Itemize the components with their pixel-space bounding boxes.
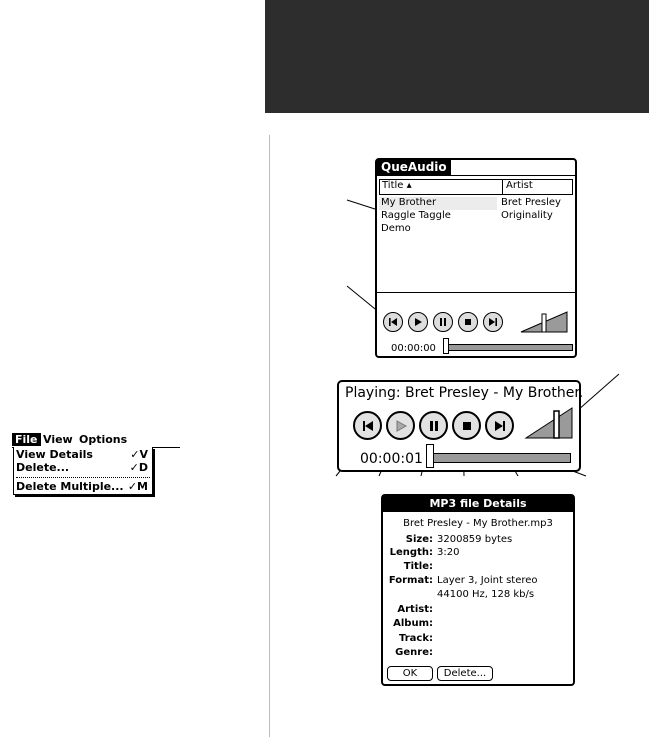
label-format: Format:: [388, 575, 433, 586]
progress-track[interactable]: [429, 453, 571, 463]
value-format-cont: 44100 Hz, 128 kb/s: [437, 589, 535, 600]
value-size: 3200859 bytes: [437, 534, 513, 545]
volume-slider[interactable]: [524, 406, 574, 440]
label-title: Title:: [403, 561, 433, 572]
label-album: Album:: [393, 618, 433, 629]
pause-button[interactable]: [419, 411, 448, 440]
shortcut-delete-multiple: ✓M: [127, 480, 148, 493]
stop-icon: [460, 419, 474, 433]
now-playing-text: Playing: Bret Presley - My Brother.: [345, 385, 584, 401]
volume-knob[interactable]: [554, 411, 559, 438]
pause-icon: [438, 317, 448, 327]
controls-divider: [377, 292, 575, 293]
play-button[interactable]: [386, 411, 415, 440]
skip-back-icon: [388, 317, 398, 327]
prev-button[interactable]: [353, 411, 382, 440]
queaudio-window: [375, 158, 577, 358]
play-button[interactable]: [408, 312, 428, 332]
track-title: Demo: [381, 223, 411, 234]
file-name: Bret Presley - My Brother.mp3: [403, 518, 553, 529]
ok-button[interactable]: OK: [387, 666, 433, 681]
label-genre: Genre:: [395, 647, 433, 658]
skip-forward-icon: [488, 317, 498, 327]
menu-view[interactable]: View: [43, 433, 73, 446]
next-button[interactable]: [485, 411, 514, 440]
track-title: Raggle Taggle: [381, 210, 451, 221]
stop-icon: [463, 317, 473, 327]
skip-back-icon: [361, 419, 375, 433]
menu-item-delete[interactable]: Delete...: [16, 461, 70, 474]
label-track: Track:: [399, 633, 433, 644]
list-header: [379, 179, 573, 195]
column-title[interactable]: Title ▴: [382, 180, 412, 191]
details-dialog: [381, 494, 575, 686]
stop-button[interactable]: [458, 312, 478, 332]
next-button[interactable]: [483, 312, 503, 332]
column-artist[interactable]: Artist: [502, 180, 533, 194]
progress-track[interactable]: [443, 344, 573, 351]
pause-icon: [427, 419, 441, 433]
label-length: Length:: [389, 547, 433, 558]
delete-button[interactable]: Delete...: [437, 666, 493, 681]
track-title: My Brother: [381, 197, 437, 208]
menu-file[interactable]: File: [12, 433, 41, 446]
volume-knob[interactable]: [542, 314, 546, 332]
menu-item-delete-multiple[interactable]: Delete Multiple...: [16, 480, 124, 493]
volume-slider[interactable]: [519, 310, 569, 334]
elapsed-time: 00:00:00: [391, 343, 436, 354]
pause-button[interactable]: [433, 312, 453, 332]
list-item[interactable]: [381, 223, 571, 234]
label-size: Size:: [405, 534, 433, 545]
menu-item-view-details[interactable]: View Details: [16, 448, 93, 461]
value-format: Layer 3, Joint stereo: [437, 575, 538, 586]
prev-button[interactable]: [383, 312, 403, 332]
track-artist: Bret Presley: [501, 197, 561, 208]
player-panel: [337, 380, 584, 472]
title-divider: [377, 175, 575, 176]
app-title: QueAudio: [377, 160, 451, 175]
track-artist: Originality: [501, 210, 553, 221]
stop-button[interactable]: [452, 411, 481, 440]
play-icon: [394, 419, 408, 433]
shortcut-delete: ✓D: [129, 461, 148, 474]
progress-knob[interactable]: [426, 444, 434, 468]
dialog-title: MP3 file Details: [383, 496, 573, 512]
value-length: 3:20: [437, 547, 460, 558]
list-item[interactable]: [381, 210, 571, 221]
skip-forward-icon: [493, 419, 507, 433]
elapsed-time: 00:00:01: [360, 451, 423, 467]
menu-options[interactable]: Options: [79, 433, 128, 446]
label-artist: Artist:: [397, 604, 433, 615]
list-item[interactable]: [381, 197, 571, 208]
shortcut-view-details: ✓V: [130, 448, 148, 461]
progress-knob[interactable]: [443, 338, 449, 354]
play-icon: [413, 317, 423, 327]
